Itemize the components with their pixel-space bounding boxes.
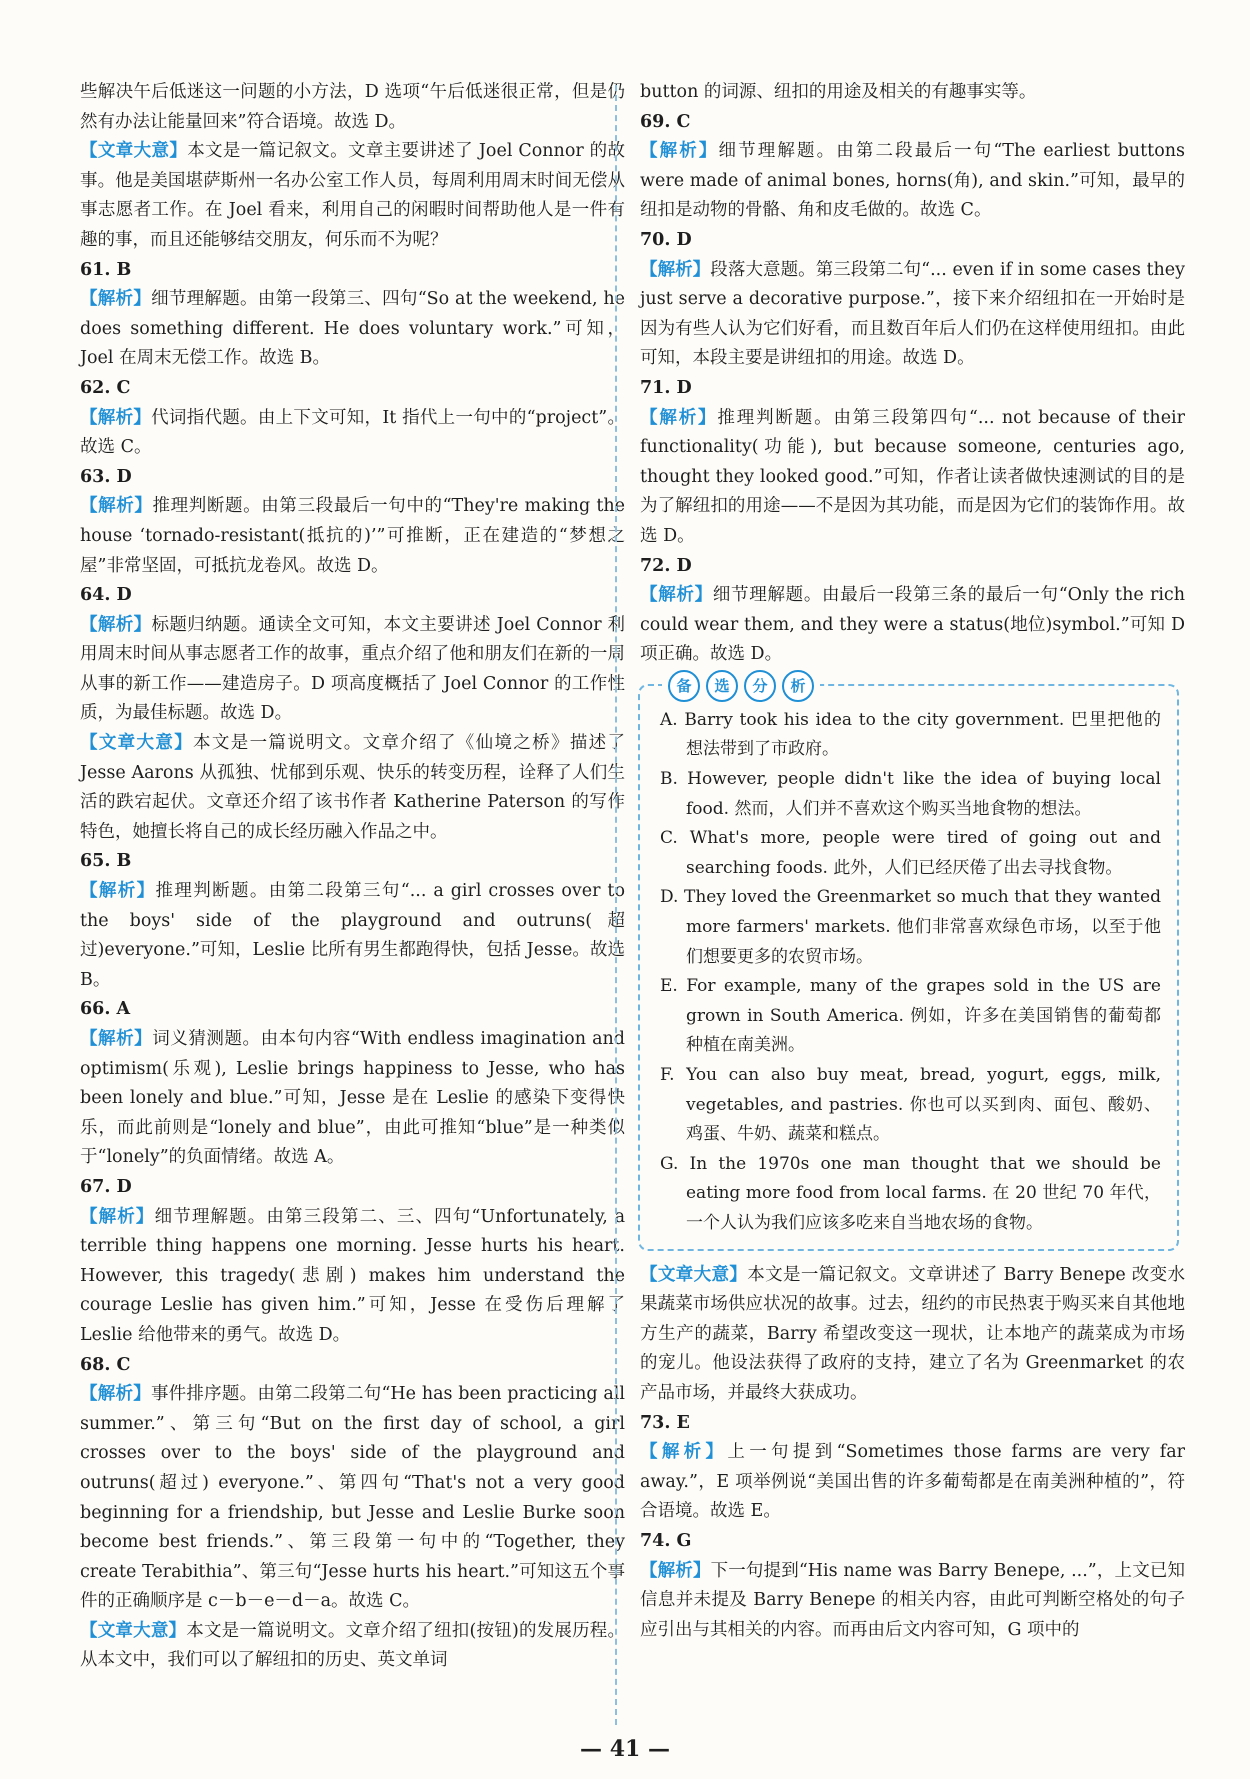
title-char: 分: [744, 670, 776, 702]
explanation-paragraph: [80, 611, 625, 729]
answer-key: 74. G: [640, 1530, 692, 1551]
answer-key: 72. D: [640, 555, 692, 576]
option-f: F. You can also buy meat, bread, yogurt, eggs, milk, vegetables, and pastries. 你也可以买到肉、面包、酸奶、鸡蛋、牛奶、蔬菜和糕点。: [660, 1065, 1161, 1145]
paragraph: button 的词源、纽扣的用途及相关的有趣事实等。: [640, 82, 1037, 102]
option-a: A. Barry took his idea to the city government. 巴里把他的想法带到了市政府。: [660, 709, 1161, 760]
section-tag: 【解析】: [80, 1029, 153, 1049]
answer-key: 64. D: [80, 585, 132, 606]
option-analysis-box: [638, 676, 1179, 1251]
explanation-paragraph: [80, 285, 625, 374]
paragraph-text: 代词指代题。由上下文可知，It 指代上一句中的“project”。故选 C。: [80, 407, 626, 458]
section-tag: 【解析】: [80, 289, 152, 310]
paragraph-text: 段落大意题。第三段第二句“... even if in some cases they just serve a decorative purpose.”，接下来介绍纽扣在一开始时是因为有些人认为它们好看，而且数百年后人们仍在这样使用纽扣。由此可知，本段主要是讲纽扣的用途。故选 D。: [640, 259, 1186, 369]
answer-key: 69. C: [640, 111, 691, 132]
explanation-paragraph: [80, 137, 625, 255]
section-tag: 【文章大意】: [640, 1264, 748, 1285]
answer-key: 65. B: [80, 851, 132, 872]
title-char: 选: [706, 670, 738, 702]
option-d: D. They loved the Greenmarket so much that they wanted more farmers' markets. 他们非常喜欢绿色市场，以至于他们想要更多的农贸市场。: [660, 887, 1161, 967]
page-number: — 41 —: [580, 1736, 670, 1762]
explanation-paragraph: [640, 1438, 1185, 1527]
right-column-bottom: [640, 1261, 1185, 1646]
right-column: [640, 78, 1185, 1645]
section-tag: 【解析】: [80, 1384, 151, 1405]
explanation-paragraph: [80, 1380, 625, 1617]
explanation-paragraph: [80, 492, 625, 581]
paragraph-text: 本文是一篇记叙文。文章主要讲述了 Joel Connor 的故事。他是美国堪萨斯州一名办公室工作人员，每周利用周末时间无偿从事志愿者工作。在 Joel 看来，利用自己的闲暇时间帮助他人是一件有趣的事，而且还能够结交朋友，何乐而不为呢？: [80, 141, 626, 250]
answer-key: 61. B: [80, 259, 132, 280]
paragraph-text: 细节理解题。由最后一段第三条的最后一句“Only the rich could wear them, and they were a status(地位)symbol.”可知 D 项正确。故选 D。: [640, 585, 1185, 665]
explanation-paragraph: [640, 1261, 1185, 1409]
title-char: 析: [782, 670, 814, 702]
section-tag: 【解析】: [640, 1442, 728, 1463]
explanation-paragraph: [80, 404, 625, 463]
explanation-paragraph: [80, 729, 625, 847]
option-b: B. However, people didn't like the idea of buying local food. 然而，人们并不喜欢这个购买当地食物的想法。: [660, 769, 1161, 819]
section-tag: 【解析】: [640, 141, 719, 162]
explanation-paragraph: [640, 1557, 1185, 1646]
section-tag: 【解析】: [80, 614, 152, 635]
paragraph-text: 事件排序题。由第二段第二句“He has been practicing all summer.”、第三句“But on the first day of school, a girl crosses over to the boys' side of the playground and outruns(超过) everyone.”、第四句“That's not a very good beginning for a friendship, but Jesse and Leslie Burke soon become best friends.”、第三段第一句中的“Together, they create Terabithia”、第三句“Jesse hurts his heart.”可知这五个事件的正确顺序是 c－b－e－d－a。故选 C。: [80, 1384, 625, 1612]
paragraph-text: 本文是一篇说明文。文章介绍了纽扣(按钮)的发展历程。从本文中，我们可以了解纽扣的历史、英文单词: [80, 1620, 626, 1671]
answer-key: 66. A: [80, 999, 131, 1020]
paragraph-text: 本文是一篇记叙文。文章讲述了 Barry Benepe 改变水果蔬菜市场供应状况的故事。过去，纽约的市民热衷于购买来自其他地方生产的蔬菜，Barry 希望改变这一现状，让本地产的蔬菜成为市场的宠儿。他设法获得了政府的支持，建立了名为 Greenmarket 的农产品市场，并最终大获成功。: [640, 1264, 1185, 1403]
right-column-top: [640, 78, 1185, 670]
section-tag: 【解析】: [80, 407, 152, 428]
answer-key: 62. C: [80, 377, 131, 398]
paragraph-text: 上一句提到“Sometimes those farms are very far away.”，E 项举例说“美国出售的许多葡萄都是在南美洲种植的”，符合语境。故选 E。: [640, 1442, 1186, 1522]
option-g: G. In the 1970s one man thought that we should be eating more food from local farms. 在 20 世纪 70 年代，一个人认为我们应该多吃来自当地农场的食物。: [660, 1153, 1161, 1233]
title-char: 备: [668, 670, 700, 702]
answer-key: 71. D: [640, 377, 692, 398]
paragraph-text: 标题归纳题。通读全文可知，本文主要讲述 Joel Connor 利用周末时间从事志愿者工作的故事，重点介绍了他和朋友们在新的一周从事的新工作——建造房子。D 项高度概括了 Joel Connor 的工作性质，为最佳标题。故选 D。: [80, 614, 625, 724]
answer-key: 73. E: [640, 1412, 690, 1433]
explanation-paragraph: [640, 256, 1185, 374]
explanation-paragraph: [640, 137, 1185, 226]
answer-key: 68. C: [80, 1354, 131, 1375]
column-divider: [615, 85, 617, 1725]
section-tag: 【解析】: [640, 1560, 711, 1581]
option-e: E. For example, many of the grapes sold in the US are grown in South America. 例如，许多在美国销售的葡萄都种植在南美洲。: [660, 976, 1161, 1056]
paragraph-text: 词义猜测题。由本句内容“With endless imagination and optimism(乐观), Leslie brings happiness to Jesse, who has been lonely and blue.”可知，Jesse 是在 Leslie 的感染下变得快乐，而此前则是“lonely and blue”，由此可推知“blue”是一种类似于“lonely”的负面情绪。故选 A。: [80, 1029, 626, 1168]
section-tag: 【解析】: [80, 1206, 155, 1227]
section-tag: 【解析】: [640, 585, 713, 606]
paragraph: 些解决午后低迷这一问题的小方法，D 选项“午后低迷很正常，但是仍然有办法让能量回来”符合语境。故选 D。: [80, 82, 625, 132]
option-c: C. What's more, people were tired of going out and searching foods. 此外，人们已经厌倦了出去寻找食物。: [660, 828, 1161, 878]
paragraph-text: 细节理解题。由第三段第二、三、四句“Unfortunately, a terrible thing happens one morning. Jesse hurts his heart. However, this tragedy(悲剧) makes him understand the courage Leslie has given him.”可知，Jesse 在受伤后理解了 Leslie 给他带来的勇气。故选 D。: [80, 1206, 625, 1345]
paragraph-text: 细节理解题。由第一段第三、四句“So at the weekend, he does something different. He does voluntary work.”可知，Joel 在周末无偿工作。故选 B。: [80, 289, 625, 369]
option-analysis-title: [662, 670, 820, 702]
explanation-paragraph: [80, 1617, 625, 1676]
answer-key: 70. D: [640, 229, 692, 250]
section-tag: 【解析】: [640, 407, 718, 428]
section-tag: 【文章大意】: [80, 733, 194, 754]
explanation-paragraph: [80, 1025, 625, 1173]
answer-key: 67. D: [80, 1176, 132, 1197]
explanation-paragraph: [80, 877, 625, 995]
paragraph-text: 推理判断题。由第三段最后一句中的“They're making the house ‘tornado-resistant(抵抗的)’”可推断，正在建造的“梦想之屋”非常坚固，可抵抗龙卷风。故选 D。: [80, 496, 626, 576]
paragraph-text: 推理判断题。由第三段第四句“... not because of their functionality(功能), but because someone, centuries ago, thought they looked good.”可知，作者让读者做快速测试的目的是为了解纽扣的用途——不是因为其功能，而是因为它们的装饰作用。故选 D。: [640, 407, 1186, 546]
section-tag: 【文章大意】: [80, 1620, 187, 1641]
left-column: [80, 78, 625, 1676]
paragraph-text: 细节理解题。由第二段最后一句“The earliest buttons were made of animal bones, horns(角), and skin.”可知，最早的纽扣是动物的骨骼、角和皮毛做的。故选 C。: [640, 141, 1185, 221]
section-tag: 【解析】: [640, 259, 711, 280]
paragraph-text: 下一句提到“His name was Barry Benepe, ...”，上文已知信息并未提及 Barry Benepe 的相关内容，由此可判断空格处的句子应引出与其相关的内容。而再由后文内容可知，G 项中的: [640, 1560, 1185, 1640]
paragraph-text: 推理判断题。由第二段第三句“... a girl crosses over to the boys' side of the playground and outruns(超过)everyone.”可知，Leslie 比所有男生都跑得快，包括 Jesse。故选 B。: [80, 881, 626, 990]
paragraph-text: 本文是一篇说明文。文章介绍了《仙境之桥》描述了 Jesse Aarons 从孤独、忧郁到乐观、快乐的转变历程，诠释了人们生活的跌宕起伏。文章还介绍了该书作者 Katherine Paterson 的写作特色，她擅长将自己的成长经历融入作品之中。: [80, 733, 626, 842]
explanation-paragraph: [640, 404, 1185, 552]
answer-key: 63. D: [80, 466, 132, 487]
section-tag: 【解析】: [80, 496, 153, 517]
section-tag: 【解析】: [80, 881, 156, 902]
explanation-paragraph: [640, 581, 1185, 670]
section-tag: 【文章大意】: [80, 141, 188, 162]
explanation-paragraph: [80, 1203, 625, 1351]
